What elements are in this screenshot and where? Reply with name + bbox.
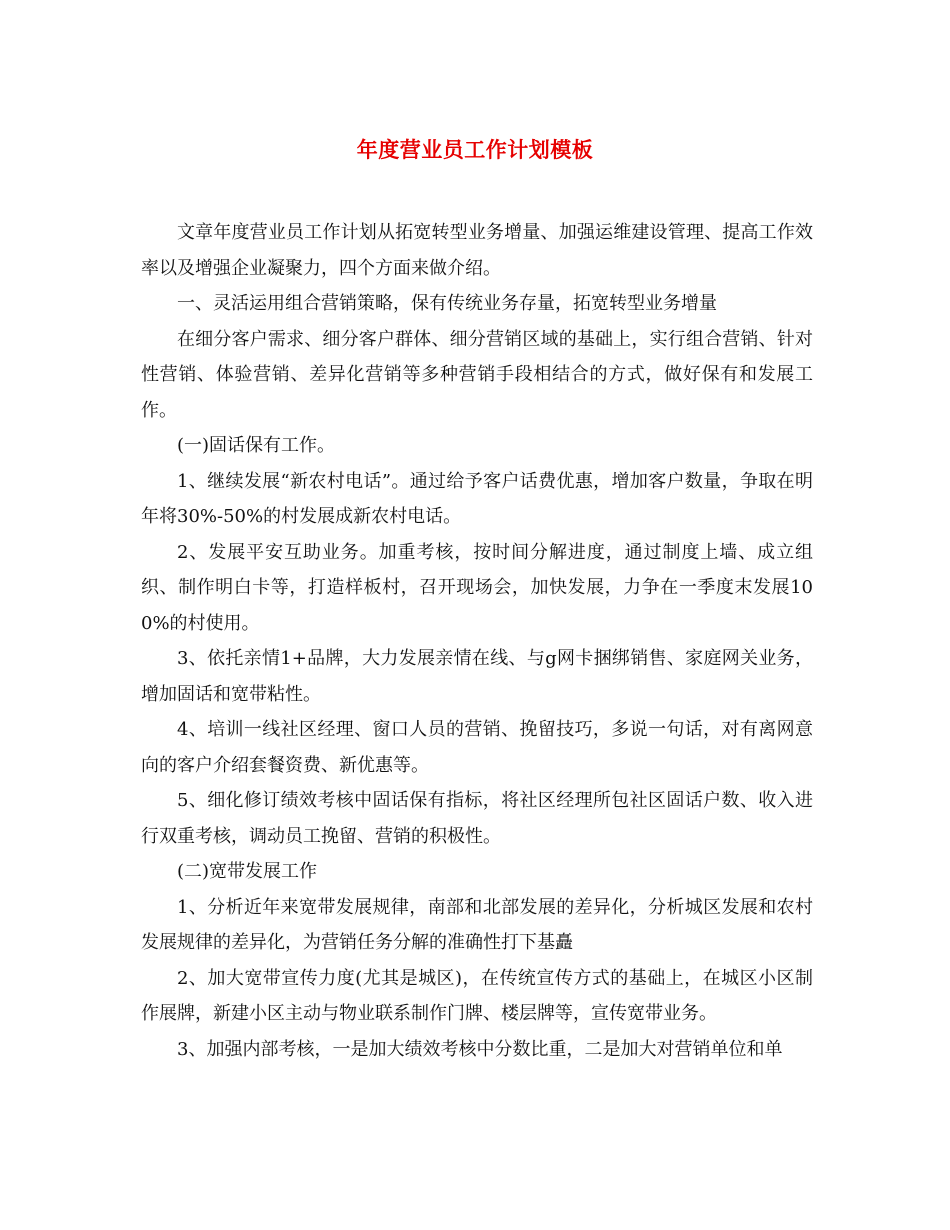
list-item: 4、培训一线社区经理、窗口人员的营销、挽留技巧，多说一句话，对有离网意向的客户介绍套餐资费、新优惠等。 [141,719,813,776]
list-item: 2、发展平安互助业务。加重考核，按时间分解进度，通过制度上墙、成立组织、制作明白卡等，打造样板村，召开现场会，加快发展，力争在一季度末发展100%的村使用。 [141,541,813,634]
document-title: 年度营业员工作计划模板 [356,138,594,162]
document-body [141,215,813,1067]
list-item: 2、加大宽带宣传力度(尤其是城区)，在传统宣传方式的基础上，在城区小区制作展牌，新建小区主动与物业联系制作门牌、楼层牌等，宣传宽带业务。 [141,967,813,1024]
paragraph: 文章年度营业员工作计划从拓宽转型业务增量、加强运维建设管理、提高工作效率以及增强企业凝聚力，四个方面来做介绍。 [141,222,813,279]
list-item: 1、继续发展“新农村电话”。通过给予客户话费优惠，增加客户数量，争取在明年将30%-50%的村发展成新农村电话。 [141,470,813,527]
list-item: 5、细化修订绩效考核中固话保有指标，将社区经理所包社区固话户数、收入进行双重考核，调动员工挽留、营销的积极性。 [141,790,813,847]
subsection-heading: (一)固话保有工作。 [177,435,336,456]
list-item: 3、加强内部考核，一是加大绩效考核中分数比重，二是加大对营销单位和单 [177,1038,783,1060]
section-heading: 一、灵活运用组合营销策略，保有传统业务存量，拓宽转型业务增量 [177,293,717,314]
subsection-heading: (二)宽带发展工作 [177,861,318,882]
paragraph: 在细分客户需求、细分客户群体、细分营销区域的基础上，实行组合营销、针对性营销、体验营销、差异化营销等多种营销手段相结合的方式，做好保有和发展工作。 [141,328,813,421]
list-item: 3、依托亲情1+品牌，大力发展亲情在线、与g网卡捆绑销售、家庭网关业务，增加固话和宽带粘性。 [141,648,813,705]
list-item: 1、分析近年来宽带发展规律，南部和北部发展的差异化，分析城区发展和农村发展规律的差异化，为营销任务分解的准确性打下基矗 [141,896,813,953]
